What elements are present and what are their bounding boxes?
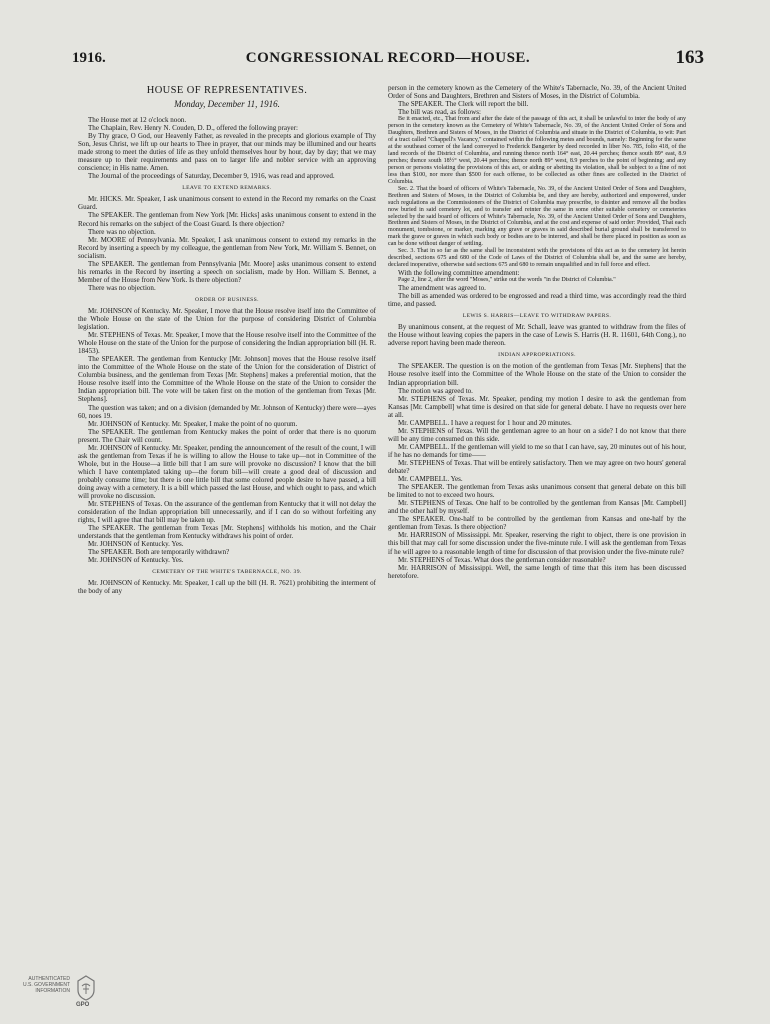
paragraph: Mr. HARRISON of Mississippi. Mr. Speaker, reserving the right to object, there is one provision in this bill that may call for some discussion under the five-minute rule. I will ask the gentleman from Texas if he will agree to a reasonable length of time for discussion of that provision under the five-minute rule?: [388, 531, 686, 556]
running-head: [72, 47, 704, 72]
paragraph: Mr. STEPHENS of Texas. Will the gentleman agree to an hour on a side? I do not know that there will be any time consumed on this side.: [388, 426, 686, 443]
paragraph: The SPEAKER. The gentleman from Texas [Mr. Stephens] withholds his motion, and the Chair understands that the gentleman from Kentucky withdraws his point of order.: [78, 524, 376, 541]
paragraph: The Journal of the proceedings of Saturday, December 9, 1916, was read and approved.: [88, 172, 335, 181]
paragraph: Mr. JOHNSON of Kentucky. Yes.: [88, 556, 184, 565]
paragraph: The SPEAKER. One-half to be controlled by the gentleman from Kansas and one-half by the gentleman from Texas. Is there objection?: [388, 515, 686, 532]
bill-text: Be it enacted, etc., That from and after the date of the passage of this act, it shall be unlawful to inter the body of any person in the cemetery known as the Cemetery of White's Tabernacle, No. 39, of the Ancient United Order of Sons and Daughters, Brethren and Sisters of Moses, in the District of Columbia and situate in the District of Columbia, to wit: Part of a tract called "Chappell's Vacancy," contained within the following metes and bounds, namely: Beginning for the same at the southeast corner of the land conveyed to Frederick Bangerter by deed recorded in liber No. 785, folio 418, of the land records of the District of Columbia, and running thence north 164° east, 20.44 perches; thence south 89° east, 8.9 perches; thence south 18½° west, 20.44 perches; thence north 89° west, 8.9 perches to the point of beginning; and any person or persons violating the provisions of this act, or aiding or abetting its violation, shall be subject to a fine of not less than $100, nor more than $500 for each offense, to be collected as other fines are collected in the District of Columbia.: [388, 116, 686, 185]
page-number: 163: [675, 47, 704, 68]
amendment-text: Page 2, line 2, after the word "Moses," strike out the words "in the District of Columbia.": [398, 277, 616, 284]
subheading: INDIAN APPROPRIATIONS.: [498, 352, 576, 359]
paragraph: Mr. STEPHENS of Texas. Mr. Speaker, I move that the House resolve itself into the Committee of the Whole House on the state of the Union for the purpose of considering the Indian appropriation bill (H. R. 18453).: [78, 331, 376, 356]
paragraph: There was no objection.: [88, 283, 156, 292]
prayer-paragraph: By Thy grace, O God, our Heavenly Father, as revealed in the precepts and glorious example of Thy Son, Jesus Christ, we lift up our hearts to Thee in prayer, that our minds may be illumined and our hearts made strong to meet the duties of life as they unfold themselves hour by hour, day by day; that we may measure up to their requirements and pass on to larger life and nobler service with an approving conscience; in His name. Amen.: [78, 132, 376, 173]
badge-text: [20, 976, 70, 994]
badge-line: INFORMATION: [35, 988, 70, 994]
paragraph: The SPEAKER. The gentleman from Kentucky makes the point of order that there is no quorum present. The Chair will count.: [78, 427, 376, 444]
page-title: CONGRESSIONAL RECORD—HOUSE.: [245, 50, 531, 66]
subheading: CEMETERY OF THE WHITE'S TABERNACLE, NO. 39.: [152, 569, 302, 576]
paragraph: Mr. STEPHENS of Texas. One half to be controlled by the gentleman from Kansas [Mr. Campbell] and the other half by myself.: [388, 499, 686, 516]
paragraph: The SPEAKER. The Clerk will report the bill.: [398, 100, 529, 109]
paragraph: There was no objection.: [88, 227, 156, 236]
paragraph: Mr. CAMPBELL. Yes.: [398, 475, 463, 484]
paragraph: Mr. JOHNSON of Kentucky. Mr. Speaker, I make the point of no quorum.: [88, 419, 298, 428]
paragraph: Mr. HICKS. Mr. Speaker, I ask unanimous consent to extend in the Record my remarks on the Coast Guard.: [78, 195, 376, 212]
subheading: LEAVE TO EXTEND REMARKS.: [182, 185, 272, 192]
paragraph: The bill was read, as follows:: [398, 108, 481, 117]
paragraph: Mr. MOORE of Pennsylvania. Mr. Speaker, I ask unanimous consent to extend my remarks in the Record by inserting a speech by my colleague, the gentleman from New York, Mr. William S. Bennet, on socialism.: [78, 235, 376, 260]
badge-line: U.S. GOVERNMENT: [23, 982, 70, 988]
bill-text: Sec. 3. That in so far as the same shall be inconsistent with the provisions of this act as to the cemetery lot herein described, sections 675 and 680 of the Code of Laws of the District of Columbia shall be, and the same are hereby, declared inoperative, otherwise said sections 675 and 680 to remain unqualified and in full force and effect.: [388, 248, 686, 269]
paragraph: Mr. CAMPBELL. If the gentleman will yield to me so that I can have, say, 20 minutes out of his hour, if he has no demands for time——: [388, 442, 686, 459]
paragraph: Mr. STEPHENS of Texas. What does the gentleman consider reasonable?: [398, 555, 606, 564]
paragraph: The question was taken; and on a division (demanded by Mr. Johnson of Kentucky) there were—ayes 60, noes 19.: [78, 403, 376, 420]
subheading: LEWIS S. HARRIS—LEAVE TO WITHDRAW PAPERS.: [462, 313, 612, 320]
paragraph: With the following committee amendment:: [398, 269, 520, 278]
authentication-badge: [20, 974, 100, 1014]
eagle-seal-icon: [74, 974, 98, 1002]
paragraph: The motion was agreed to.: [398, 386, 473, 395]
badge-line: AUTHENTICATED: [28, 976, 70, 982]
paragraph: Mr. STEPHENS of Texas. That will be entirely satisfactory. Then we may agree on two hours' general debate?: [388, 459, 686, 476]
page-year: 1916.: [72, 50, 106, 66]
paragraph: The bill as amended was ordered to be engrossed and read a third time, was accordingly read the third time, and passed.: [388, 292, 686, 309]
gpo-label: GPO: [76, 1002, 90, 1008]
paragraph: The SPEAKER. The gentleman from New York [Mr. Hicks] asks unanimous consent to extend in the Record his remarks on the subject of the Coast Guard. Is there objection?: [78, 211, 376, 228]
paragraph: Mr. STEPHENS of Texas. Mr. Speaker, pending my motion I desire to ask the gentleman from Kansas [Mr. Campbell] what time is desired on that side for general debate. I have no requests over here at all.: [388, 394, 686, 419]
paragraph: The House met at 12 o'clock noon.: [88, 116, 187, 124]
right-column: [388, 84, 686, 954]
paragraph: The SPEAKER. Both are temporarily withdrawn?: [88, 548, 230, 557]
paragraph: By unanimous consent, at the request of Mr. Schall, leave was granted to withdraw from the files of the House without leaving copies the papers in the case of Lewis S. Harris (H. R. 11601, 64th Cong.), no adverse report having been made thereon.: [388, 323, 686, 348]
section-title: HOUSE OF REPRESENTATIVES.: [146, 85, 308, 96]
paragraph: Mr. CAMPBELL. I have a request for 1 hour and 20 minutes.: [398, 418, 572, 427]
paragraph: Mr. JOHNSON of Kentucky. Mr. Speaker, I move that the House resolve itself into the Committee of the Whole House on the state of the Union for the purpose of considering District of Columbia legislation.: [78, 306, 376, 332]
bill-text: Sec. 2. That the board of officers of White's Tabernacle, No. 39, of the Ancient United Order of Sons and Daughters, Brethren and Sisters of Moses, in the District of Columbia be, and they are hereby, authorized and empowered, under such regulations as the Commissioners of the District of Columbia may prescribe, to disinter and remove all the bodies now buried in said cemetery lot, and to transfer and reinter the same in some other suitable cemetery or cemeteries selected by the said board of officers of White's Tabernacle, No. 39, of the Ancient United Order of Sons and Daughters, Brethren and Sisters of Moses, in the District of Columbia, and at the cost and expense of said order: Provided, That each monument, tombstone, or marker, marking any grave or graves in said described burial ground shall be transferred to mark the grave or graves in which such body or bodies are to be interred, and shall be there placed in position as soon as can be done without danger of settling.: [388, 185, 686, 248]
paragraph: The Chaplain, Rev. Henry N. Couden, D. D., offered the following prayer:: [88, 124, 298, 133]
paragraph: Mr. JOHNSON of Kentucky. Mr. Speaker, pending the announcement of the result of the count, I will ask the gentleman from Texas if he is willing to allow the House to take up—not in Committee of the Whole, but in the House—a little bill that I am sure will provoke no discussion? I know that the bill which I have contemplated taking up—the forum bill—will create a good deal of discussion and probably consume time; but there is one little bill that some colored people desire to have passed, a bill doing away with a cemetery. It is a bill which passed the last House, and which ought to pass, and which will provoke no discussion.: [78, 443, 376, 501]
left-column: [78, 84, 376, 954]
paragraph: Mr. JOHNSON of Kentucky. Mr. Speaker, I call up the bill (H. R. 7621) prohibiting the interment of the body of any: [78, 579, 376, 596]
paragraph: The SPEAKER. The gentleman from Texas asks unanimous consent that general debate on this bill be limited to not to exceed two hours.: [388, 483, 686, 500]
paragraph: The SPEAKER. The gentleman from Kentucky [Mr. Johnson] moves that the House resolve itself into the Committee of the Whole House on the state of the Union for the consideration of District of Columbia business, and the gentleman from Texas [Mr. Stephens] makes a preferential motion, that the House resolve itself into the Committee of the Whole House on the state of the Union to consider the Indian appropriation bill. The vote will be taken first on the motion of the gentleman from Texas [Mr. Stephens].: [78, 355, 376, 404]
paragraph: Mr. STEPHENS of Texas. On the assurance of the gentleman from Kentucky that it will not delay the consideration of the Indian appropriation bill unnecessarily, and if I can do so without forfeiting any rights, I will agree that that bill may be taken up.: [78, 500, 376, 525]
paragraph: person in the cemetery known as the Cemetery of the White's Tabernacle, No. 39, of the Ancient United Order of Sons and Daughters, Brethren and Sisters of Moses, in the District of Columbia.: [388, 84, 686, 101]
paragraph: Mr. JOHNSON of Kentucky. Yes.: [88, 540, 184, 549]
subheading: ORDER OF BUSINESS.: [195, 296, 259, 303]
paragraph: The amendment was agreed to.: [398, 284, 486, 293]
session-date: Monday, December 11, 1916.: [174, 99, 280, 109]
paragraph: The SPEAKER. The gentleman from Pennsylvania [Mr. Moore] asks unanimous consent to extend his remarks in the Record by inserting a speech on socialism, made by Hon. William S. Bennet, a Member of the House from New York. Is there objection?: [78, 259, 376, 284]
paragraph: The SPEAKER. The question is on the motion of the gentleman from Texas [Mr. Stephens] that the House resolve itself into the Committee of the Whole House on the state of the Union to consider the Indian appropriation bill.: [388, 362, 686, 387]
paragraph: Mr. HARRISON of Mississippi. Well, the same length of time that this item has been discussed heretofore.: [388, 563, 686, 580]
